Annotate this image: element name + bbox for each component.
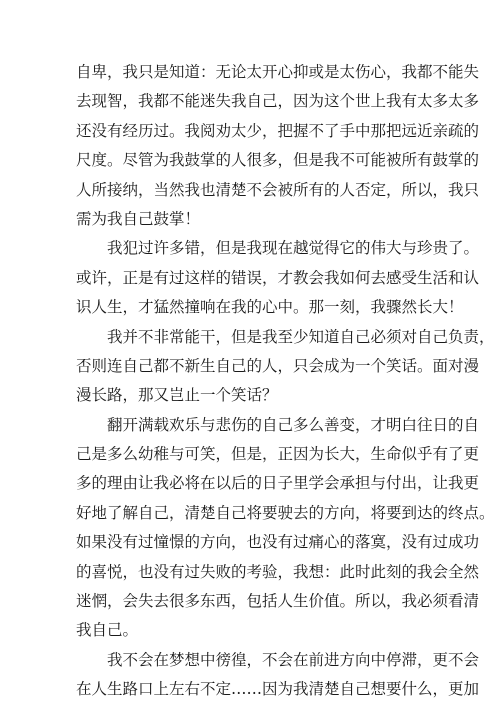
document-body [76, 58, 495, 705]
paragraph-3 [76, 323, 495, 411]
text-line: 迷惘，会失去很多东西，包括人生价值。所以，我必须看清 [76, 592, 480, 611]
text-line: 翻开满载欢乐与悲伤的自己多么善变，才明白往日的自 [107, 415, 480, 434]
text-line: 我不会在梦想中徬徨，不会在前进方向中停滞，更不会 [107, 650, 480, 669]
paragraph-4 [76, 411, 495, 646]
text-line: 的喜悦，也没有过失败的考验，我想：此时此刻的我会全然 [76, 562, 480, 581]
text-line: 去现智，我都不能迷失我自己，因为这个世上我有太多太多 [76, 92, 480, 111]
text-line: 我并不非常能干，但是我至少知道自己必须对自己负责， [107, 327, 495, 346]
text-line: 我犯过许多错，但是我现在越觉得它的伟大与珍贵了。 [107, 239, 480, 258]
text-line: 识人生，才猛然撞响在我的心中。那一刻，我骤然长大！ [76, 298, 464, 317]
paragraph-2 [76, 234, 480, 322]
text-line: 多的理由让我必将在以后的日子里学会承担与付出，让我更 [76, 474, 480, 493]
paragraph-1 [76, 58, 480, 234]
text-line: 人所接纳，当然我也清楚不会被所有的人否定，所以，我只 [76, 180, 480, 199]
text-line: 还没有经历过。我阅劝太少，把握不了手中那把远近亲疏的 [76, 121, 480, 140]
text-line: 否则连自己都不新生自己的人，只会成为一个笑话。面对漫 [76, 356, 480, 375]
text-line: 己是多么幼稚与可笑，但是，正因为长大，生命似乎有了更 [76, 445, 480, 464]
text-line: 漫长路，那又岂止一个笑话？ [76, 386, 278, 405]
text-line: 需为我自己鼓掌！ [76, 209, 201, 228]
text-line: 好地了解自己，清楚自己将要驶去的方向，将要到达的终点。 [76, 503, 495, 522]
paragraph-5 [76, 646, 480, 705]
text-line: 自卑，我只是知道：无论太开心抑或是太伤心，我都不能失 [76, 63, 480, 81]
text-line: 尺度。尽管为我鼓掌的人很多，但是我不可能被所有鼓掌的 [76, 151, 480, 170]
text-line: 或许，正是有过这样的错误，才教会我如何去感受生活和认 [76, 268, 480, 287]
text-line: 在人生路口上左右不定……因为我清楚自己想要什么，更加 [76, 680, 480, 699]
text-line: 我自己。 [76, 621, 139, 640]
text-line: 如果没有过憧憬的方向，也没有过痛心的落寞，没有过成功 [76, 533, 480, 552]
